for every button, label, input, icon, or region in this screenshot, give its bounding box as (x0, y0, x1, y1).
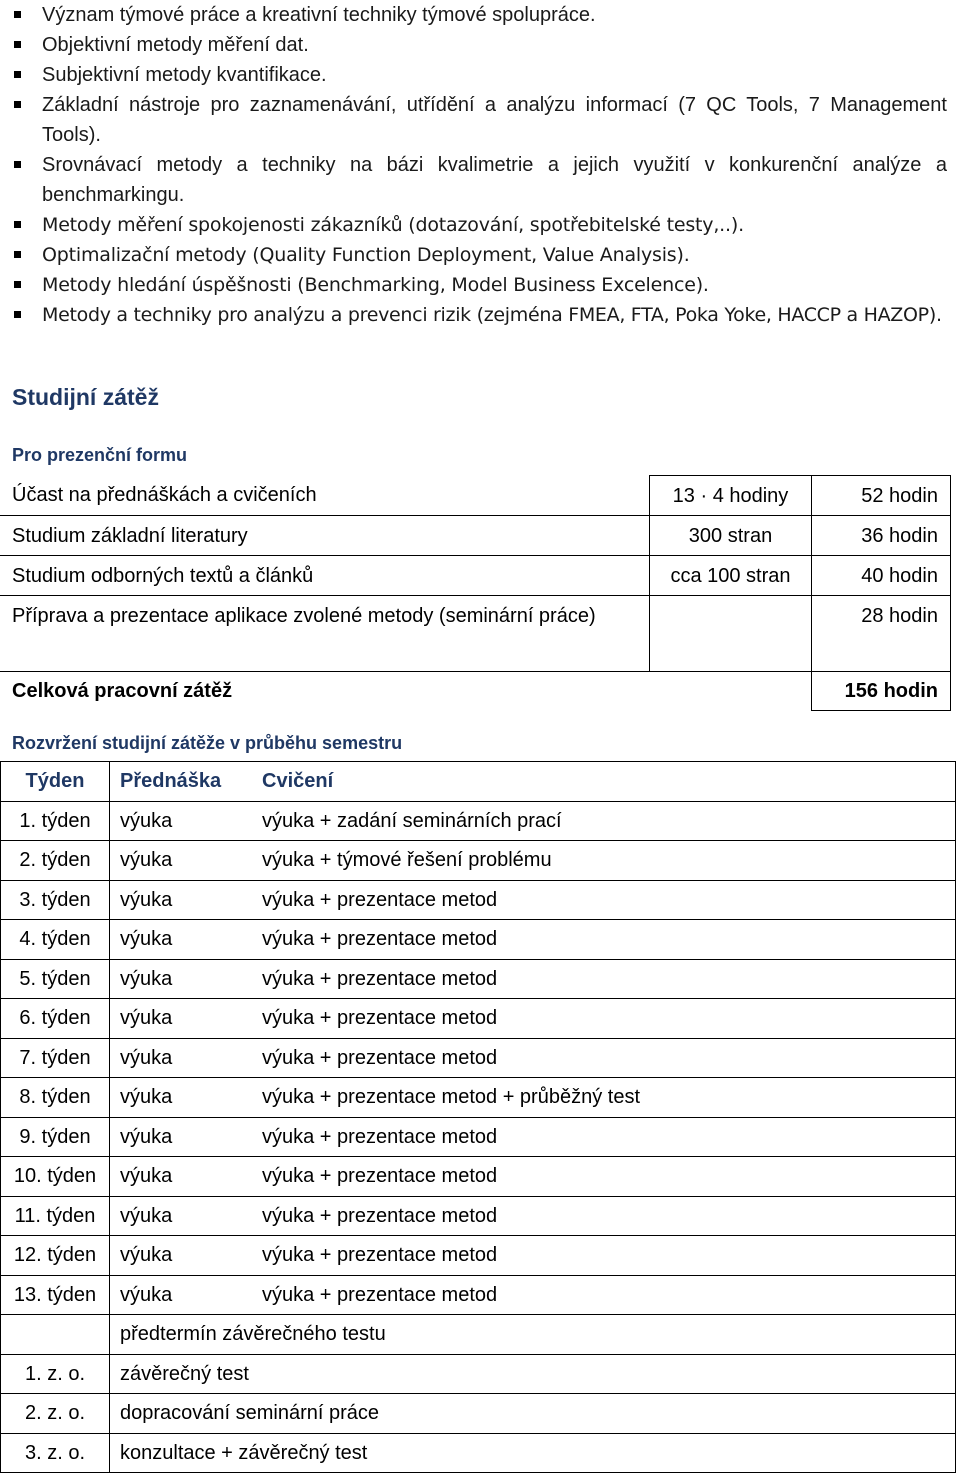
exam-row (1, 1315, 956, 1355)
fulltime-form-title: Pro prezenční formu (12, 445, 188, 465)
bullet-square-icon (14, 11, 21, 18)
week-cell: 10. týden (1, 1157, 110, 1197)
exam-week-cell: 1. z. o. (1, 1354, 110, 1394)
lecture-cell: výuka (110, 959, 253, 999)
seminar-cell: výuka + prezentace metod (252, 1196, 956, 1236)
table-header-row (1, 762, 956, 802)
week-cell: 3. týden (1, 880, 110, 920)
seminar-cell: výuka + prezentace metod (252, 1275, 956, 1315)
lecture-cell: výuka (110, 1038, 253, 1078)
table-row (1, 959, 956, 999)
week-cell: 7. týden (1, 1038, 110, 1078)
week-cell: 6. týden (1, 999, 110, 1039)
seminar-cell: výuka + prezentace metod (252, 1117, 956, 1157)
seminar-cell: výuka + týmové řešení problému (252, 841, 956, 881)
table-row (1, 1038, 956, 1078)
exam-row (1, 1394, 956, 1434)
list-item: Metody měření spokojenosti zákazníků (dotazování, spotřebitelské testy,..). (12, 210, 947, 240)
total-row (0, 672, 951, 711)
activity-cell: Studium základní literatury (0, 516, 650, 556)
exam-text-cell: předtermín závěrečného testu (110, 1315, 956, 1355)
activity-cell: Účast na přednáškách a cvičeních (0, 476, 650, 516)
list-item: Optimalizační metody (Quality Function Deployment, Value Analysis). (12, 240, 947, 270)
table-row (1, 801, 956, 841)
table-row (1, 841, 956, 881)
amount-cell (650, 596, 812, 672)
hours-cell: 52 hodin (812, 476, 951, 516)
lecture-cell: výuka (110, 1236, 253, 1276)
total-hours: 156 hodin (812, 672, 951, 711)
seminar-cell: výuka + zadání seminárních prací (252, 801, 956, 841)
week-cell: 11. týden (1, 1196, 110, 1236)
lecture-cell: výuka (110, 841, 253, 881)
seminar-cell: výuka + prezentace metod (252, 1157, 956, 1197)
bullet-square-icon (14, 221, 21, 228)
amount-cell: cca 100 stran (650, 556, 812, 596)
table-row (1, 1275, 956, 1315)
bullet-square-icon (14, 161, 21, 168)
exam-week-cell (1, 1315, 110, 1355)
week-cell: 9. týden (1, 1117, 110, 1157)
list-item: Metody a techniky pro analýzu a prevenci rizik (zejména FMEA, FTA, Poka Yoke, HACCP a HAZOP). (12, 300, 947, 330)
table-row (1, 999, 956, 1039)
table-row (1, 920, 956, 960)
section-title: Studijní zátěž (12, 384, 159, 410)
bullet-square-icon (14, 281, 21, 288)
table-row (1, 880, 956, 920)
list-item: Objektivní metody měření dat. (12, 30, 947, 60)
hours-cell: 40 hodin (812, 556, 951, 596)
exam-text-cell: dopracování seminární práce (110, 1394, 956, 1434)
seminar-cell: výuka + prezentace metod (252, 999, 956, 1039)
exam-row (1, 1354, 956, 1394)
seminar-cell: výuka + prezentace metod (252, 920, 956, 960)
week-cell: 2. týden (1, 841, 110, 881)
table-row (0, 476, 951, 516)
study-load-table (0, 475, 951, 711)
schedule-table (0, 761, 956, 1473)
list-item: Subjektivní metody kvantifikace. (12, 60, 947, 90)
week-cell: 4. týden (1, 920, 110, 960)
exam-week-cell: 2. z. o. (1, 1394, 110, 1434)
week-cell: 8. týden (1, 1078, 110, 1118)
exam-week-cell: 3. z. o. (1, 1433, 110, 1473)
activity-cell: Příprava a prezentace aplikace zvolené metody (seminární práce) (0, 596, 650, 672)
seminar-cell: výuka + prezentace metod + průběžný test (252, 1078, 956, 1118)
week-cell: 12. týden (1, 1236, 110, 1276)
lecture-cell: výuka (110, 920, 253, 960)
hours-cell: 36 hodin (812, 516, 951, 556)
exam-row (1, 1433, 956, 1473)
table-row (1, 1117, 956, 1157)
week-cell: 13. týden (1, 1275, 110, 1315)
schedule-title: Rozvržení studijní zátěže v průběhu semestru (12, 733, 403, 753)
table-row (1, 1157, 956, 1197)
header-seminar: Cvičení (252, 762, 956, 802)
lecture-cell: výuka (110, 880, 253, 920)
seminar-cell: výuka + prezentace metod (252, 1038, 956, 1078)
total-empty-cell (650, 672, 812, 711)
lecture-cell: výuka (110, 999, 253, 1039)
lecture-cell: výuka (110, 1275, 253, 1315)
bullet-square-icon (14, 101, 21, 108)
table-row (0, 516, 951, 556)
seminar-cell: výuka + prezentace metod (252, 1236, 956, 1276)
table-row (1, 1078, 956, 1118)
header-lecture: Přednáška (110, 762, 253, 802)
bullet-square-icon (14, 251, 21, 258)
week-cell: 5. týden (1, 959, 110, 999)
seminar-cell: výuka + prezentace metod (252, 959, 956, 999)
bullet-square-icon (14, 311, 21, 318)
bullet-square-icon (14, 71, 21, 78)
list-item: Srovnávací metody a techniky na bázi kvalimetrie a jejich využití v konkurenční analýze a benchmarkingu. (12, 150, 947, 210)
total-label: Celková pracovní zátěž (12, 680, 233, 703)
exam-text-cell: závěrečný test (110, 1354, 956, 1394)
list-item: Metody hledání úspěšnosti (Benchmarking, Model Business Excelence). (12, 270, 947, 300)
list-item: Základní nástroje pro zaznamenávání, utřídění a analýzu informací (7 QC Tools, 7 Management Tools). (12, 90, 947, 150)
hours-cell: 28 hodin (812, 596, 951, 672)
lecture-cell: výuka (110, 1117, 253, 1157)
week-cell: 1. týden (1, 801, 110, 841)
lecture-cell: výuka (110, 801, 253, 841)
activity-cell: Studium odborných textů a článků (0, 556, 650, 596)
lecture-cell: výuka (110, 1157, 253, 1197)
list-item: Význam týmové práce a kreativní techniky týmové spolupráce. (12, 0, 947, 30)
lecture-cell: výuka (110, 1196, 253, 1236)
bullet-square-icon (14, 41, 21, 48)
seminar-cell: výuka + prezentace metod (252, 880, 956, 920)
header-week: Týden (1, 762, 110, 802)
table-row (1, 1196, 956, 1236)
lecture-cell: výuka (110, 1078, 253, 1118)
table-row (1, 1236, 956, 1276)
exam-text-cell: konzultace + závěrečný test (110, 1433, 956, 1473)
topic-list (12, 0, 947, 330)
table-row (0, 556, 951, 596)
table-row (0, 596, 951, 672)
amount-cell: 13 · 4 hodiny (650, 476, 812, 516)
amount-cell: 300 stran (650, 516, 812, 556)
